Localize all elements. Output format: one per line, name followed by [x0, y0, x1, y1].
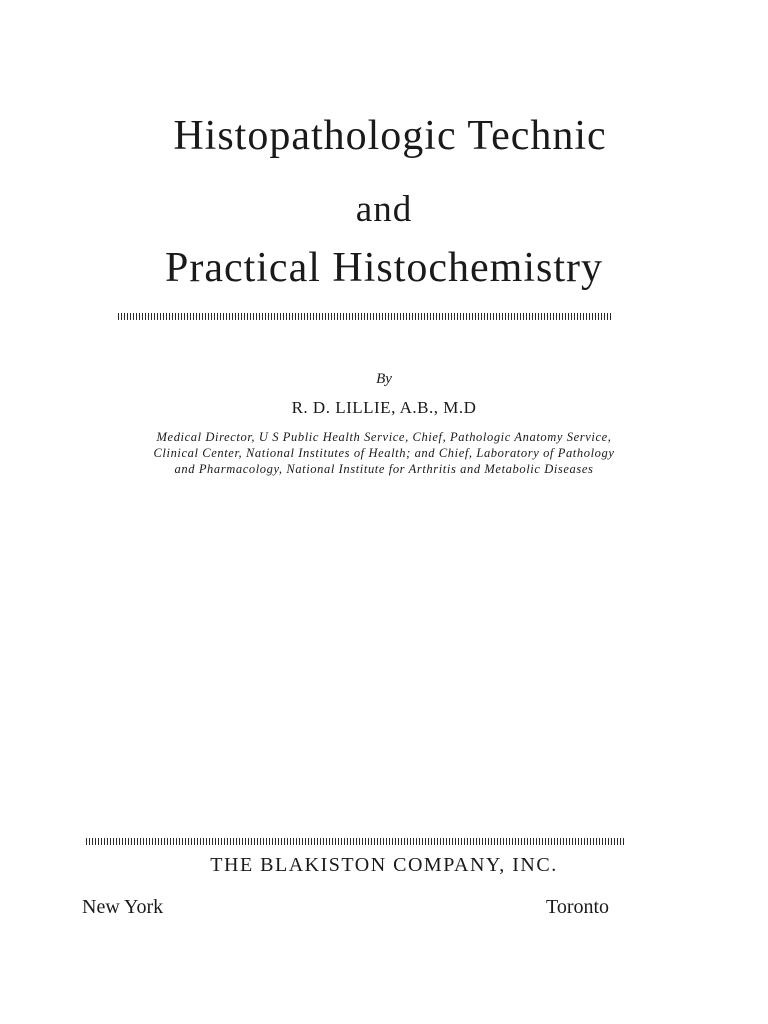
author-name: R. D. LILLIE, A.B., M.D — [291, 398, 477, 417]
author-affiliation-line-3: and Pharmacology, National Institute for Arthritis and Metabolic Diseases — [174, 462, 594, 476]
publisher-name: THE BLAKISTON COMPANY, INC. — [210, 854, 558, 876]
publisher-city-new-york: New York — [82, 896, 164, 918]
book-title-line-2: and — [355, 189, 413, 230]
author-affiliation-line-1: Medical Director, U S Public Health Service, Chief, Pathologic Anatomy Service, — [156, 430, 612, 444]
publisher-city-toronto: Toronto — [546, 896, 610, 918]
author-affiliation-line-2: Clinical Center, National Institutes of Health; and Chief, Laboratory of Pathology — [153, 446, 615, 460]
book-title-line-3: Practical Histochemistry — [164, 245, 604, 291]
book-title-line-1: Histopathologic Technic — [173, 113, 607, 159]
decorative-rule-top — [118, 313, 613, 320]
decorative-rule-bottom — [86, 838, 626, 845]
byline: By — [376, 371, 392, 387]
